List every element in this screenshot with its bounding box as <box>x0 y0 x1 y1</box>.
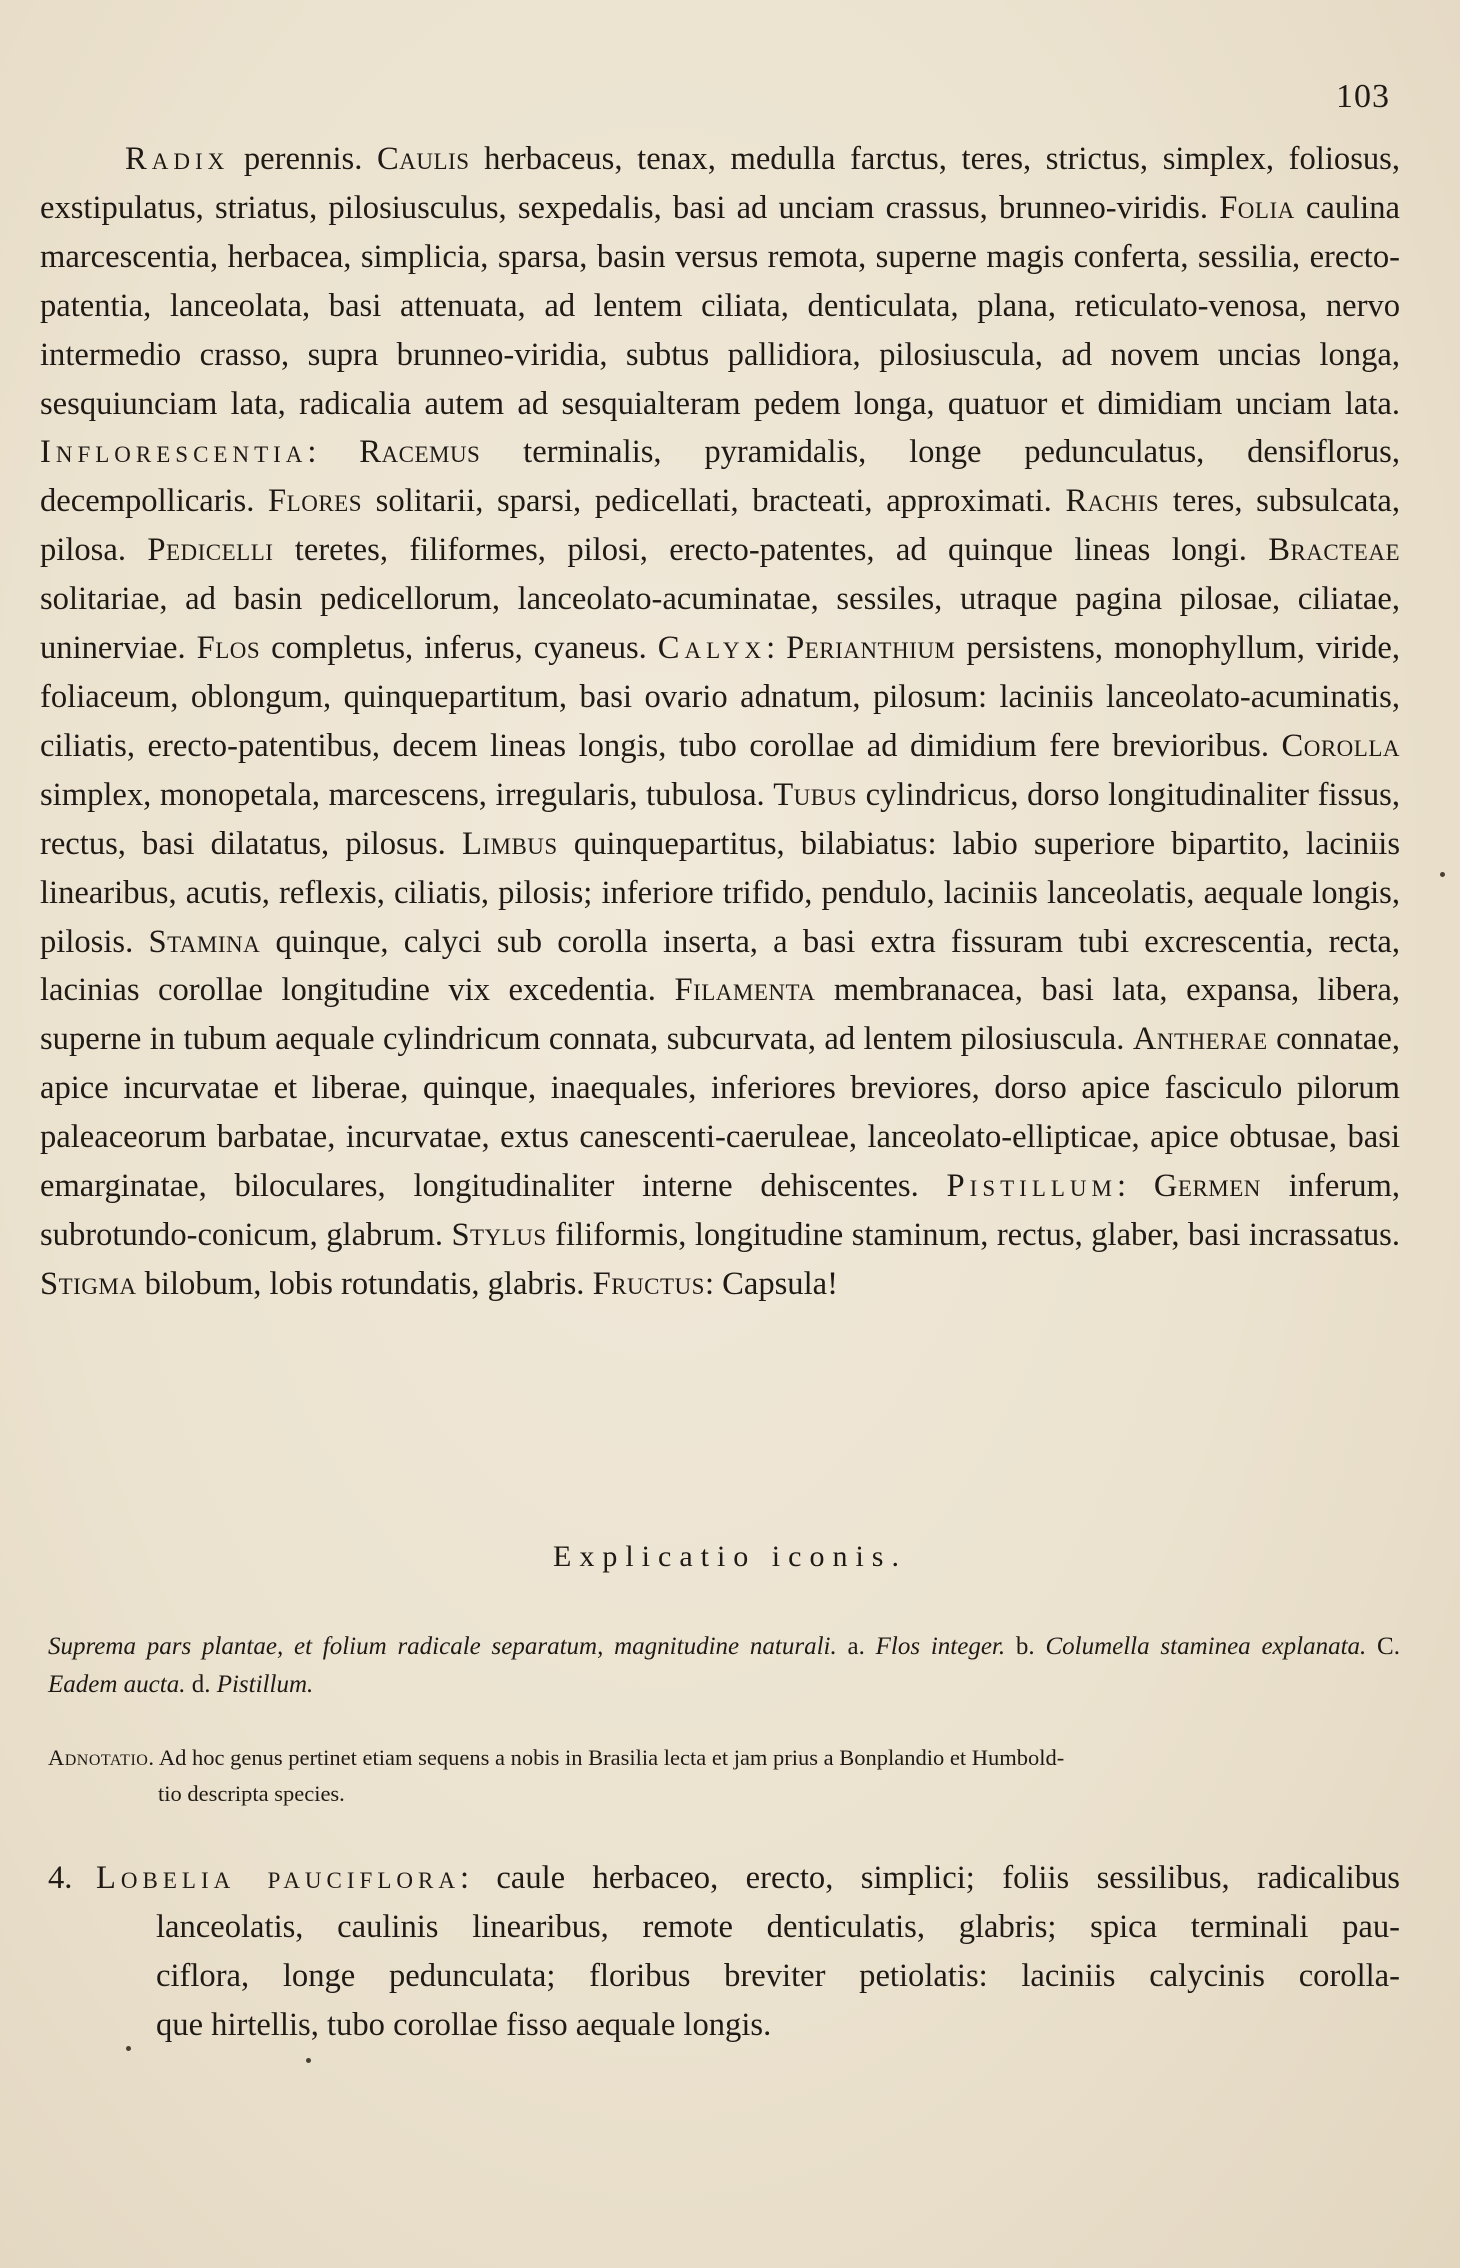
term-heading: Pistillum <box>946 1168 1117 1205</box>
description-text: quinquepartitus, bilabiatus: labio superiore bipartito, laciniis linearibus, acutis, reflexis, ciliatis, pilosis; inferiore trifido, pendulo, laciniis lanceolatis, aequale longis, pilosis. <box>40 825 1400 960</box>
description-text: foliosus, exstipulatus, striatus, pilosiusculus, sexpedalis, basi ad unciam crassus, brunneo-viridis. <box>40 141 1400 226</box>
paper-speck <box>126 2046 131 2051</box>
species-line-1: : caule herbaceo, erecto, simplici; foliis sessilibus, radicalibus <box>459 1860 1400 1896</box>
description-text: quinque, calyci sub corolla inserta, a basi extra fissuram tubi excrescentia, recta, lacinias corollae longitudine vix excedentia. <box>40 923 1400 1009</box>
term-heading: Stigma <box>40 1265 137 1302</box>
caption-text: Columella staminea explanata. <box>1045 1633 1367 1660</box>
term-heading: Tubus <box>773 776 858 813</box>
term-heading: Antherae <box>1132 1021 1268 1058</box>
term-heading: Germen <box>1153 1168 1261 1205</box>
description-text: : Capsula! <box>704 1265 838 1302</box>
species-number: 4. <box>48 1860 73 1896</box>
term-heading: Flores <box>268 483 363 520</box>
species-name: Lobelia pauciflora <box>96 1860 460 1896</box>
description-text: : <box>1116 1168 1154 1205</box>
description-text: bilobum, lobis rotundatis, glabris. <box>136 1265 593 1302</box>
species-line-3: ciflora, longe pedunculata; floribus breviter petiolatis: laciniis calycinis corolla- <box>156 1958 1400 1994</box>
annotatio-line-1: Ad hoc genus pertinet etiam sequens a nobis in Brasilia lecta et jam prius a Bonplandio et Humbold- <box>154 1745 1065 1770</box>
term-heading: Folia <box>1219 189 1295 226</box>
paper-speck <box>1440 872 1445 877</box>
description-text: solitariae, ad basin pedicellorum, lanceolato-acuminatae, sessiles, utraque pagina pilosae, ciliatae, uninerviae. <box>40 581 1400 667</box>
term-heading: Perianthium <box>786 630 956 667</box>
figure-caption <box>48 1628 1400 1704</box>
species-entry <box>48 1854 1400 2050</box>
term-heading: Inflorescentia <box>40 434 308 471</box>
annotatio-label: Adnotatio. <box>48 1745 155 1770</box>
description-text: : <box>307 434 360 471</box>
annotatio-note <box>48 1740 1400 1812</box>
term-heading: Filamenta <box>674 972 816 1009</box>
caption-text: d. <box>185 1671 217 1698</box>
term-heading: Racemus <box>359 434 481 471</box>
description-first-line <box>125 141 1274 177</box>
caption-text: Flos integer. <box>875 1633 1006 1660</box>
description-text: completus, inferus, cyaneus. <box>260 630 658 667</box>
description-text: solitarii, sparsi, pedicellati, bracteati, approximati. <box>362 483 1066 520</box>
annotatio-line-2: tio descripta species. <box>158 1781 345 1806</box>
description-body <box>40 141 1400 1302</box>
caption-text: Pistillum. <box>216 1671 314 1698</box>
term-heading: Bracteae <box>1268 532 1401 569</box>
description-text: teres, subsulcata, pilosa. <box>40 483 1401 569</box>
term-heading: Radix <box>125 141 230 177</box>
description-text: herbaceus, tenax, medulla farctus, teres, strictus, simplex, <box>469 141 1275 177</box>
species-line-2: lanceolatis, caulinis linearibus, remote denticulatis, glabris; spica terminali pau- <box>156 1909 1400 1945</box>
description-text: : <box>766 630 787 667</box>
description-text: persistens, monophyllum, viride, foliaceum, oblongum, quinquepartitum, basi ovario adnatum, pilosum: laciniis lanceolato-acuminatis, ciliatis, erecto-patentibus, decem lineas longis, tubo corollae ad dimidium fere brevioribus. <box>40 630 1400 764</box>
term-heading: Stamina <box>148 923 261 960</box>
term-heading: Stylus <box>451 1216 547 1253</box>
term-heading: Calyx <box>657 630 767 667</box>
species-description <box>40 135 1400 1309</box>
term-heading: Limbus <box>461 825 558 862</box>
description-text: membranacea, basi lata, expansa, libera, superne in tubum aequale cylindricum connata, subcurvata, ad lentem pilosiuscula. <box>40 972 1400 1058</box>
description-text: caulina marcescentia, herbacea, simplicia, sparsa, basin versus remota, superne magis conferta, sessilia, erecto-patentia, lanceolata, basi attenuata, ad lentem ciliata, denticulata, plana, reticulato-venosa, nervo intermedio crasso, supra brunneo-viridia, subtus pallidiora, pilosiuscula, ad novem uncias longa, sesquiunciam lata, radicalia autem ad sesquialteram pedem longa, quatuor et dimidiam unciam lata. <box>40 189 1400 422</box>
description-text: inferum, subrotundo-conicum, glabrum. <box>40 1168 1401 1253</box>
term-heading: Caulis <box>377 141 470 177</box>
description-text: connatae, apice incurvatae et liberae, quinque, inaequales, inferiores breviores, dorso apice fasciculo pilorum paleaceorum barbatae, incurvatae, extus canescenti-caeruleae, lanceolato-ellipticae, apice obtusae, basi emarginatae, biloculares, longitudinaliter interne dehiscentes. <box>40 1021 1400 1205</box>
caption-text: Eadem aucta. <box>48 1671 186 1698</box>
paper-speck <box>306 2058 311 2063</box>
description-text: terminalis, pyramidalis, longe pedunculatus, densiflorus, decempollicaris. <box>40 434 1400 520</box>
species-line-4: que hirtellis, tubo corollae fisso aequale longis. <box>156 2007 772 2043</box>
explicatio-heading: Explicatio iconis. <box>553 1540 907 1573</box>
term-heading: Rachis <box>1065 483 1160 520</box>
description-text: cylindricus, dorso longitudinaliter fissus, rectus, basi dilatatus, pilosus. <box>40 776 1400 862</box>
description-text: simplex, monopetala, marcescens, irregularis, tubulosa. <box>40 776 774 813</box>
term-heading: Flos <box>196 630 261 667</box>
caption-text: a. <box>836 1633 876 1660</box>
description-text: filiformis, longitudine staminum, rectus, glaber, basi incrassatus. <box>546 1216 1400 1253</box>
caption-text: Suprema pars plantae, et folium radicale separatum, magnitudine naturali. <box>48 1633 837 1660</box>
caption-text: b. <box>1005 1633 1046 1660</box>
description-text: teretes, filiformes, pilosi, erecto-patentes, ad quinque lineas longi. <box>273 532 1269 569</box>
caption-text: C. <box>1366 1633 1400 1660</box>
page-number: 103 <box>1336 78 1390 115</box>
term-heading: Fructus <box>592 1265 705 1302</box>
term-heading: Corolla <box>1281 727 1400 764</box>
term-heading: Pedicelli <box>147 532 274 569</box>
description-text: perennis. <box>229 141 378 177</box>
